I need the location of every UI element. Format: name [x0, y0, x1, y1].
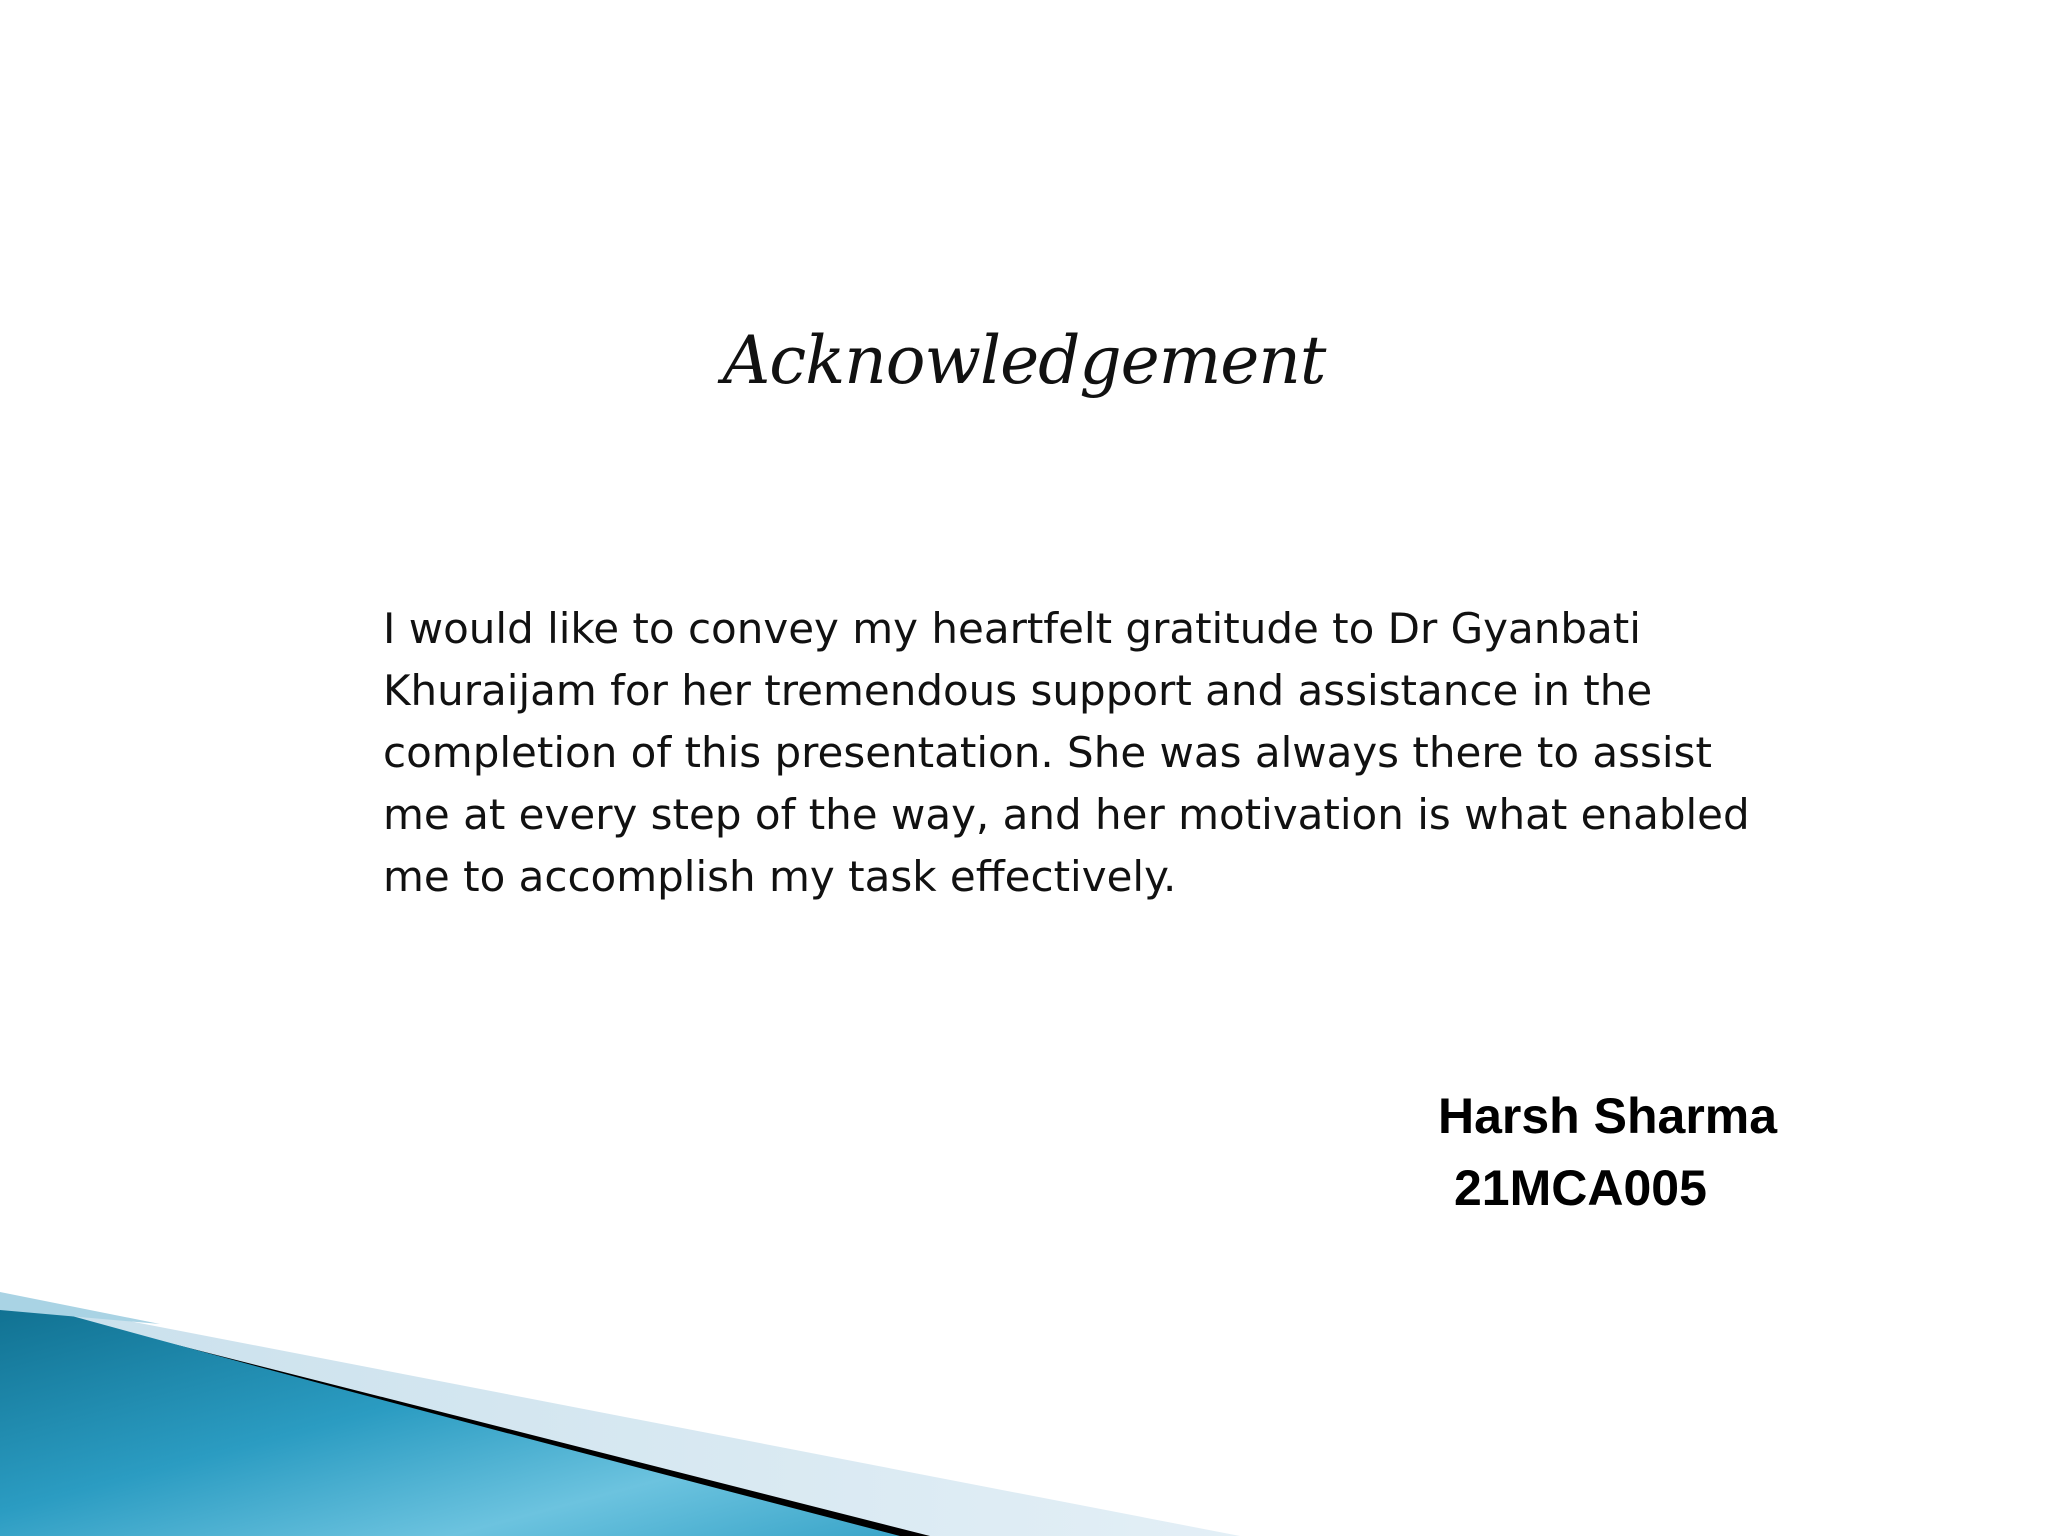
acknowledgement-paragraph: [383, 598, 1783, 908]
slide-title: Acknowledgement: [722, 322, 1326, 399]
paragraph-line: me to accomplish my task effectively.: [383, 852, 1177, 901]
paragraph-line: me at every step of the way, and her motivation is what enabled: [383, 790, 1750, 839]
swoosh-pale-band: [0, 1296, 1240, 1536]
signature-block: [1420, 1080, 1820, 1224]
paragraph-line: I would like to convey my heartfelt gratitude to Dr Gyanbati: [383, 604, 1641, 653]
author-id: 21MCA005: [1454, 1160, 1707, 1216]
author-name: Harsh Sharma: [1438, 1088, 1778, 1144]
swoosh-highlight: [0, 1292, 160, 1324]
paragraph-line: completion of this presentation. She was always there to assist: [383, 728, 1712, 777]
swoosh-black-band: [0, 1300, 930, 1536]
paragraph-line: Khuraijam for her tremendous support and assistance in the: [383, 666, 1653, 715]
swoosh-teal-band: [0, 1296, 900, 1536]
